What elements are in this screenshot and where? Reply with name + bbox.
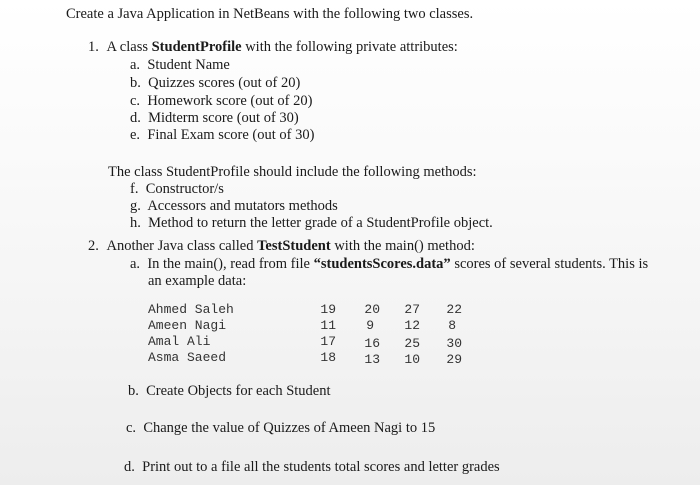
subitem-c: c. Change the value of Quizzes of Ameen Nagi to 15: [126, 420, 436, 436]
attribute-item: c. Homework score (out of 20): [130, 93, 313, 109]
item2-number: 2.: [88, 238, 99, 254]
table-cell: 27: [404, 302, 420, 317]
method-item: h. Method to return the letter grade of a StudentProfile object.: [130, 215, 493, 231]
table-cell: 29: [446, 352, 462, 367]
item1-post: with the following private attributes:: [241, 39, 458, 55]
methods-intro: The class StudentProfile should include the following methods:: [108, 164, 477, 180]
table-cell: 13: [364, 352, 380, 367]
item1-class-name: StudentProfile: [151, 39, 242, 55]
table-cell: 11: [320, 318, 336, 333]
item2-pre: Another Java class called: [106, 238, 258, 254]
method-item: f. Constructor/s: [130, 181, 224, 197]
item1-heading: [88, 39, 458, 56]
item2-post: with the main() method:: [330, 238, 475, 254]
table-cell: 16: [364, 336, 380, 351]
data-file-name: “studentsScores.data”: [313, 256, 451, 272]
method-item: g. Accessors and mutators methods: [130, 198, 338, 214]
table-cell: 19: [320, 302, 336, 317]
attribute-item: a. Student Name: [130, 57, 230, 73]
item2-class-name: TestStudent: [257, 238, 331, 254]
subitem-a-line1: a. In the main(), read from file “studentsScores.data” scores of several students. This is: [130, 256, 649, 272]
table-cell: 10: [404, 352, 420, 367]
table-row-name: Ahmed Saleh: [148, 302, 234, 317]
table-row-name: Ameen Nagi: [148, 318, 227, 333]
table-cell: 30: [446, 336, 462, 351]
table-cell: 17: [320, 334, 336, 349]
attribute-item: b. Quizzes scores (out of 20): [130, 75, 301, 91]
item1-number: 1.: [88, 39, 99, 55]
table-cell: 25: [404, 336, 420, 351]
table-cell: 20: [364, 302, 380, 317]
table-cell: 9: [366, 318, 374, 333]
table-row-name: Amal Ali: [148, 334, 211, 349]
item1-pre: A class: [106, 39, 152, 55]
table-cell: 12: [404, 318, 420, 333]
attribute-item: e. Final Exam score (out of 30): [130, 127, 315, 143]
subitem-b: b. Create Objects for each Student: [128, 383, 331, 399]
attribute-item: d. Midterm score (out of 30): [130, 110, 299, 126]
table-cell: 22: [446, 302, 462, 317]
subitem-d: d. Print out to a file all the students total scores and letter grades: [124, 459, 500, 475]
page-title: Create a Java Application in NetBeans with the following two classes.: [66, 6, 474, 22]
table-cell: 8: [448, 318, 456, 333]
table-row-name: Asma Saeed: [148, 350, 227, 365]
table-cell: 18: [320, 350, 336, 365]
item2-heading: [88, 238, 475, 255]
subitem-a-line2: an example data:: [148, 273, 247, 289]
